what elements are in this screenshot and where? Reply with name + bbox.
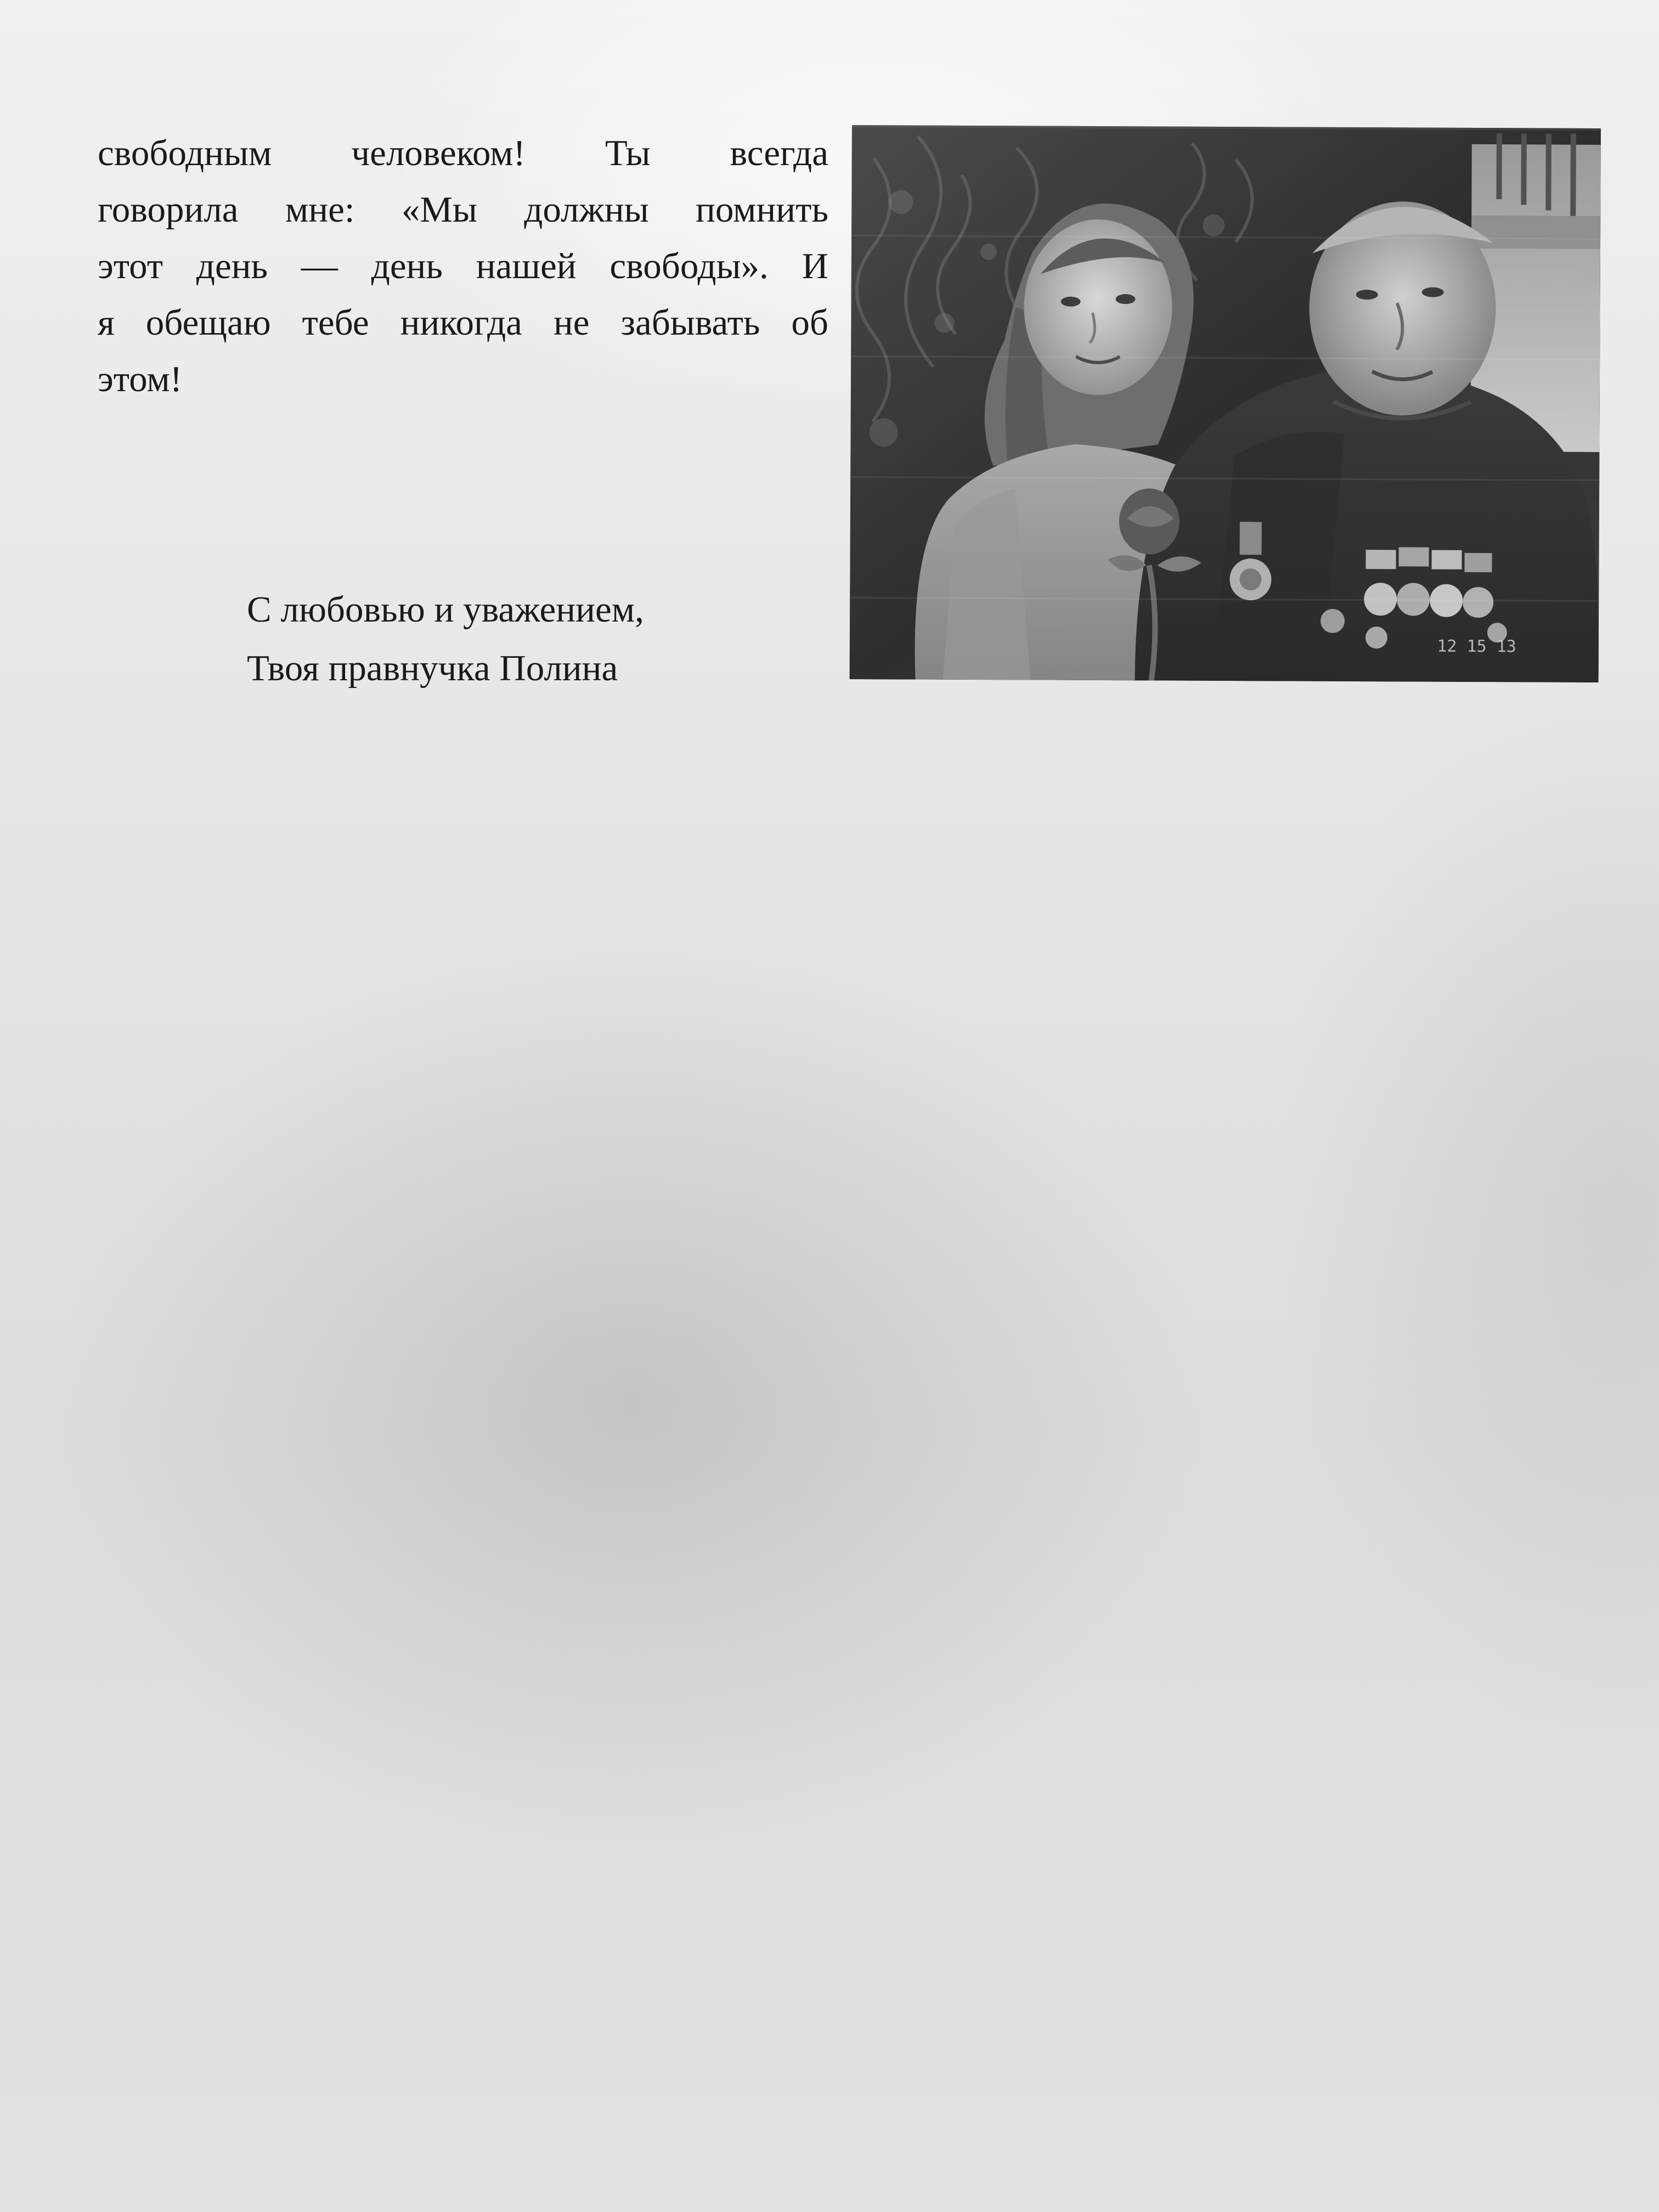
letter-body bbox=[98, 125, 828, 408]
letter-line-4: я обещаю тебе никогда не забывать об bbox=[98, 302, 828, 343]
letter-line-1: свободным человеком! Ты всегда bbox=[98, 133, 828, 173]
closing-phrase: С любовью и уважением, bbox=[247, 589, 644, 630]
family-photo bbox=[850, 125, 1601, 682]
photo-date-stamp: 12 15 13 bbox=[1437, 636, 1516, 657]
signature-name: Твоя правнучка Полина bbox=[247, 648, 618, 689]
photo-illustration bbox=[850, 125, 1601, 682]
letter-signature bbox=[247, 580, 795, 698]
letter-line-2: говорила мне: «Мы должны помнить bbox=[98, 189, 828, 230]
letter-line-3: этот день — день нашей свободы». И bbox=[98, 246, 828, 286]
letter-line-5: этом! bbox=[98, 359, 183, 399]
